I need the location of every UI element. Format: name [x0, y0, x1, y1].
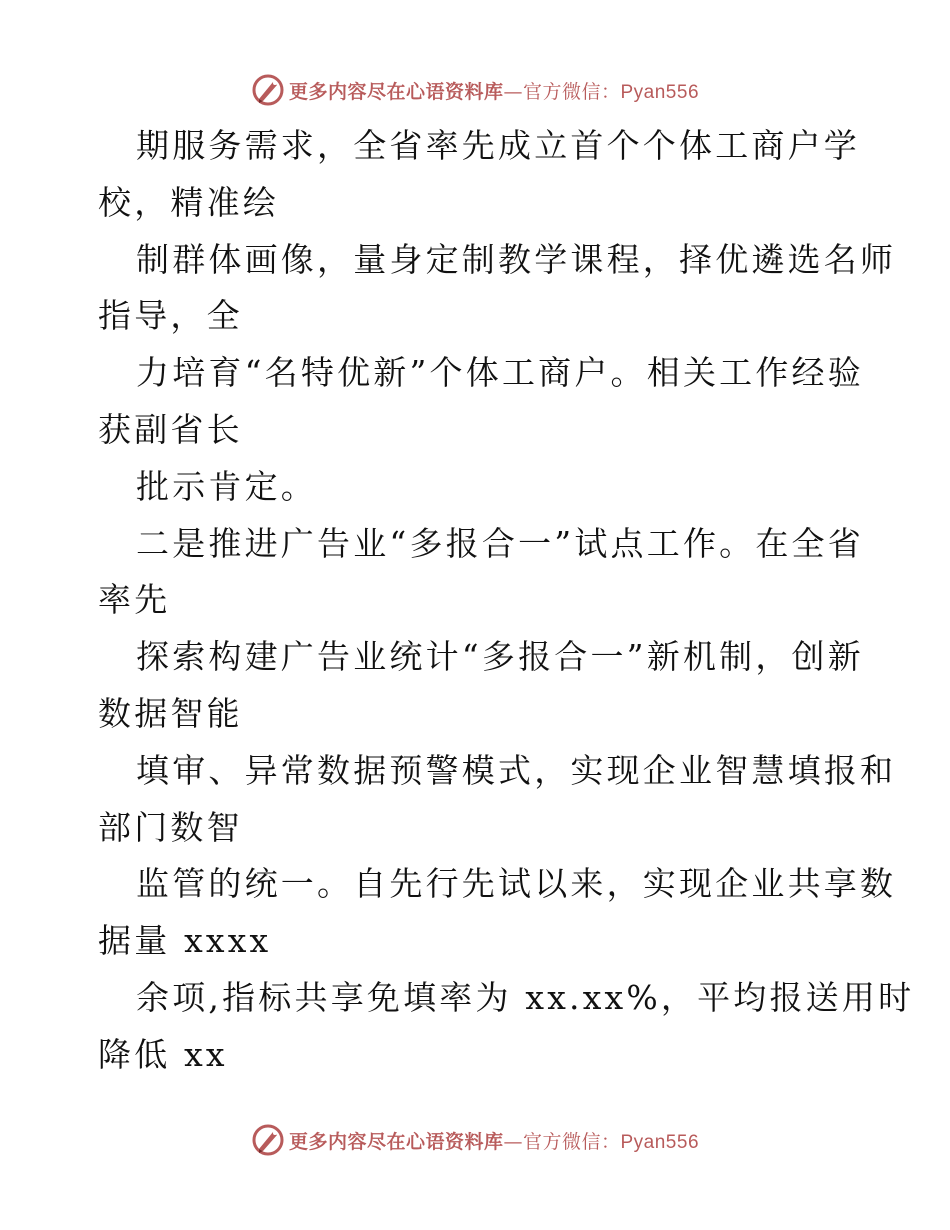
body-line: 指导，全 — [98, 296, 243, 336]
body-line: 二是推进广告业“多报合一”试点工作。在全省 — [136, 523, 864, 563]
document-body — [98, 118, 915, 1084]
body-line: 探索构建广告业统计“多报合一”新机制，创新 — [136, 637, 864, 677]
quill-pen-logo-icon — [251, 1123, 285, 1157]
body-line: 获副省长 — [98, 409, 243, 449]
body-line: 数据智能 — [98, 693, 243, 733]
body-line: 填审、异常数据预警模式，实现企业智慧填报和 — [136, 750, 897, 790]
body-line: 部门数智 — [98, 807, 243, 847]
header-banner — [0, 70, 950, 110]
footer-banner — [0, 1120, 950, 1160]
body-line: 监管的统一。自先行先试以来，实现企业共享数 — [136, 864, 897, 904]
body-line: 校，精准绘 — [98, 182, 279, 222]
banner-text — [289, 77, 699, 104]
body-line: 期服务需求，全省率先成立首个个体工商户学 — [136, 126, 860, 165]
banner-dash: — — [503, 80, 523, 103]
body-line: 制群体画像，量身定制教学课程，择优遴选名师 — [136, 239, 897, 279]
banner-wechat: 官方微信：Pyan556 — [523, 1131, 700, 1153]
quill-pen-logo-icon — [251, 73, 285, 107]
banner-text — [289, 1127, 699, 1154]
body-line: 据量 xxxx — [98, 921, 272, 961]
banner-wechat: 官方微信：Pyan556 — [523, 81, 700, 103]
body-line: 力培育“名特优新”个体工商户。相关工作经验 — [136, 353, 864, 393]
body-line: 批示肯定。 — [136, 466, 317, 506]
banner-title: 更多内容尽在心语资料库 — [288, 1130, 504, 1153]
body-line: 余项,指标共享免填率为 xx.xx%，平均报送用时 — [136, 977, 915, 1017]
body-line: 率先 — [98, 580, 171, 620]
banner-title: 更多内容尽在心语资料库 — [288, 80, 504, 103]
banner-dash: — — [503, 1130, 523, 1153]
body-line: 降低 xx — [98, 1034, 228, 1074]
